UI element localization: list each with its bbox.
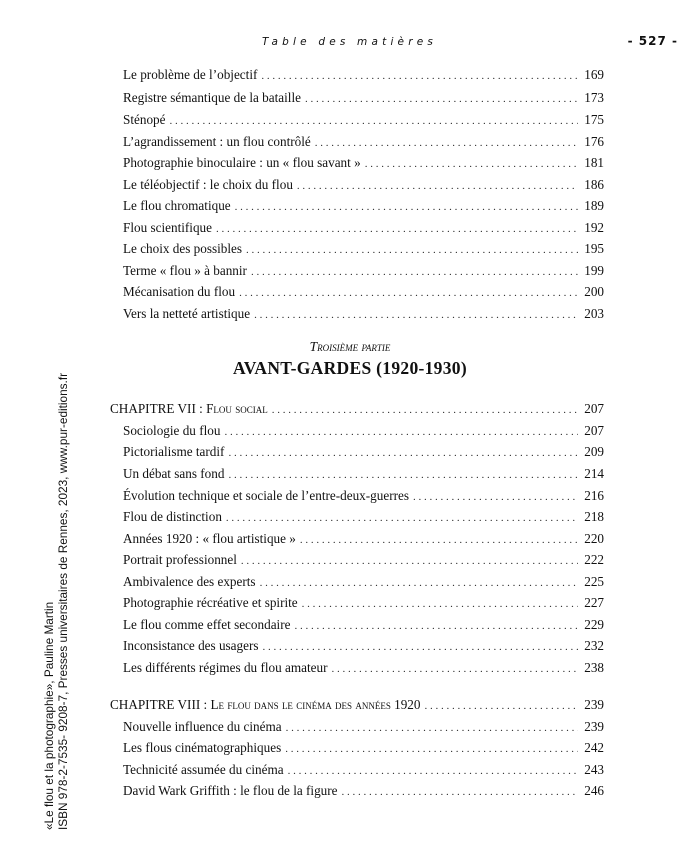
toc-entry-page: 239 — [584, 719, 604, 734]
side-note-line-2: ISBN 978-2-7535- 9208-7, Presses universitaires de Rennes, 2023, www.pur-editions.fr — [56, 372, 70, 830]
toc-entry[interactable] — [123, 284, 604, 301]
toc-entry-page: 169 — [584, 67, 604, 82]
toc-entry-page: 200 — [584, 284, 604, 299]
toc-entry[interactable] — [123, 67, 604, 84]
toc-entry-page: 189 — [584, 198, 604, 213]
toc-entry-label: Photographie binoculaire : un « flou savant » — [123, 155, 361, 170]
toc-entry-page: 227 — [584, 595, 604, 610]
toc-entry[interactable] — [123, 155, 604, 172]
toc-entry[interactable] — [123, 762, 604, 779]
toc-entry-label: Un débat sans fond — [123, 466, 225, 481]
toc-entry-label: Évolution technique et sociale de l’entre-deux-guerres — [123, 488, 409, 503]
leader-dots — [170, 113, 579, 129]
toc-entry-page: 176 — [584, 134, 604, 149]
chapter-heading[interactable] — [110, 401, 604, 418]
toc-entry-label: Mécanisation du flou — [123, 284, 236, 299]
leader-dots — [239, 285, 578, 301]
toc-entry-label: Le flou chromatique — [123, 198, 231, 213]
toc-entry[interactable] — [123, 220, 604, 237]
toc-entry[interactable] — [123, 509, 604, 526]
toc-entry[interactable] — [123, 783, 604, 800]
toc-entry-page: 220 — [584, 531, 604, 546]
toc-entry-label: Flou scientifique — [123, 220, 213, 235]
toc-entry-label: Portrait professionnel — [123, 552, 237, 567]
leader-dots — [216, 221, 578, 237]
running-header-title: Table des matières — [262, 36, 438, 48]
toc-entry[interactable] — [123, 740, 604, 757]
toc-entry-label: Technicité assumée du cinéma — [123, 762, 284, 777]
toc-entry-page: 238 — [584, 660, 604, 675]
toc-entry-label: Années 1920 : « flou artistique » — [123, 531, 296, 546]
leader-dots — [288, 763, 578, 779]
leader-dots — [261, 68, 578, 84]
toc-entry-page: 203 — [584, 306, 604, 321]
toc-entry-label: L’agrandissement : un flou contrôlé — [123, 134, 311, 149]
leader-dots — [226, 510, 578, 526]
leader-dots — [300, 532, 578, 548]
toc-entry-label: Flou de distinction — [123, 509, 222, 524]
leader-dots — [342, 784, 578, 800]
leader-dots — [235, 199, 578, 215]
toc-entry-label: Inconsistance des usagers — [123, 638, 259, 653]
leader-dots — [224, 424, 578, 440]
toc-entry-page: 222 — [584, 552, 604, 567]
leader-dots — [260, 575, 578, 591]
part-label: Troisième partie — [309, 339, 391, 354]
toc-entry-page: 218 — [584, 509, 604, 524]
leader-dots — [305, 91, 578, 107]
toc-entry-label: Le téléobjectif : le choix du flou — [123, 177, 293, 192]
toc-entry-label: Vers la netteté artistique — [123, 306, 251, 321]
leader-dots — [302, 596, 578, 612]
toc-entry-page: 199 — [584, 263, 604, 278]
toc-entry-label: Le flou comme effet secondaire — [123, 617, 291, 632]
toc-entry[interactable] — [123, 719, 604, 736]
chapter-page: 207 — [584, 401, 604, 416]
toc-entry-label: Registre sémantique de la bataille — [123, 90, 301, 105]
leader-dots — [294, 618, 578, 634]
toc-entry[interactable] — [123, 552, 604, 569]
toc-entry-label: Le choix des possibles — [123, 241, 243, 256]
toc-entry-label: Le problème de l’objectif — [123, 67, 258, 82]
leader-dots — [286, 720, 578, 736]
chapter-label: CHAPITRE VII : Flou social — [110, 401, 268, 416]
toc-entry[interactable] — [123, 638, 604, 655]
toc-entry[interactable] — [123, 595, 604, 612]
toc-entry[interactable] — [123, 90, 604, 107]
toc-entry-label: David Wark Griffith : le flou de la figure — [123, 783, 338, 798]
toc-entry-label: Les flous cinématographiques — [123, 740, 282, 755]
toc-entry-page: 207 — [584, 423, 604, 438]
toc-entry[interactable] — [123, 198, 604, 215]
leader-dots — [246, 242, 578, 258]
toc-entry[interactable] — [123, 134, 604, 151]
toc-entry[interactable] — [123, 660, 604, 677]
toc-entry-page: 225 — [584, 574, 604, 589]
part-title: AVANT-GARDES (1920-1930) — [233, 358, 467, 378]
toc-entry-page: 186 — [584, 177, 604, 192]
toc-entry-page: 195 — [584, 241, 604, 256]
toc-entry[interactable] — [123, 531, 604, 548]
chapter-heading[interactable] — [110, 697, 604, 714]
leader-dots — [331, 661, 578, 677]
toc-entry-page: 232 — [584, 638, 604, 653]
page-number: - 527 - — [627, 34, 678, 48]
toc-entry-label: Terme « flou » à bannir — [123, 263, 247, 278]
toc-entry-page: 209 — [584, 444, 604, 459]
leader-dots — [315, 135, 578, 151]
toc-entry-page: 214 — [584, 466, 604, 481]
chapter-label: CHAPITRE VIII : Le flou dans le cinéma des années 1920 — [110, 697, 421, 712]
toc-entry[interactable] — [123, 306, 604, 323]
toc-entry-page: 216 — [584, 488, 604, 503]
toc-entry-label: Les différents régimes du flou amateur — [123, 660, 328, 675]
toc-entry[interactable] — [123, 423, 604, 440]
toc-entry[interactable] — [123, 488, 604, 505]
toc-entry-label: Sociologie du flou — [123, 423, 221, 438]
toc-entry[interactable] — [123, 444, 604, 461]
toc-entry[interactable] — [123, 241, 604, 258]
chapter-page: 239 — [584, 697, 604, 712]
toc-entry-page: 242 — [584, 740, 604, 755]
leader-dots — [263, 639, 579, 655]
toc-entry-page: 192 — [584, 220, 604, 235]
toc-entry[interactable] — [123, 112, 604, 129]
leader-dots — [228, 467, 578, 483]
leader-dots — [228, 445, 578, 461]
toc-entry[interactable] — [123, 177, 604, 194]
leader-dots — [254, 307, 578, 323]
leader-dots — [297, 178, 578, 194]
toc-entry-page: 181 — [584, 155, 604, 170]
toc-entry-label: Photographie récréative et spirite — [123, 595, 298, 610]
toc-entry-page: 246 — [584, 783, 604, 798]
toc-entry[interactable] — [123, 574, 604, 591]
side-note-line-1: «Le flou et la photographie», Pauline Martin — [42, 601, 56, 830]
leader-dots — [241, 553, 578, 569]
leader-dots — [365, 156, 578, 172]
toc-entry-page: 243 — [584, 762, 604, 777]
leader-dots — [413, 489, 578, 505]
toc-entry-label: Sténopé — [123, 112, 166, 127]
toc-entry-label: Ambivalence des experts — [123, 574, 256, 589]
toc-entry-page: 173 — [584, 90, 604, 105]
toc-entry-label: Nouvelle influence du cinéma — [123, 719, 282, 734]
leader-dots — [272, 402, 578, 418]
copyright-side-note — [42, 373, 70, 830]
leader-dots — [425, 698, 579, 714]
toc-entry[interactable] — [123, 263, 604, 280]
leader-dots — [285, 741, 578, 757]
leader-dots — [251, 264, 578, 280]
toc-entry-page: 175 — [584, 112, 604, 127]
toc-entry[interactable] — [123, 466, 604, 483]
toc-entry-label: Pictorialisme tardif — [123, 444, 225, 459]
toc-entry[interactable] — [123, 617, 604, 634]
toc-entry-page: 229 — [584, 617, 604, 632]
